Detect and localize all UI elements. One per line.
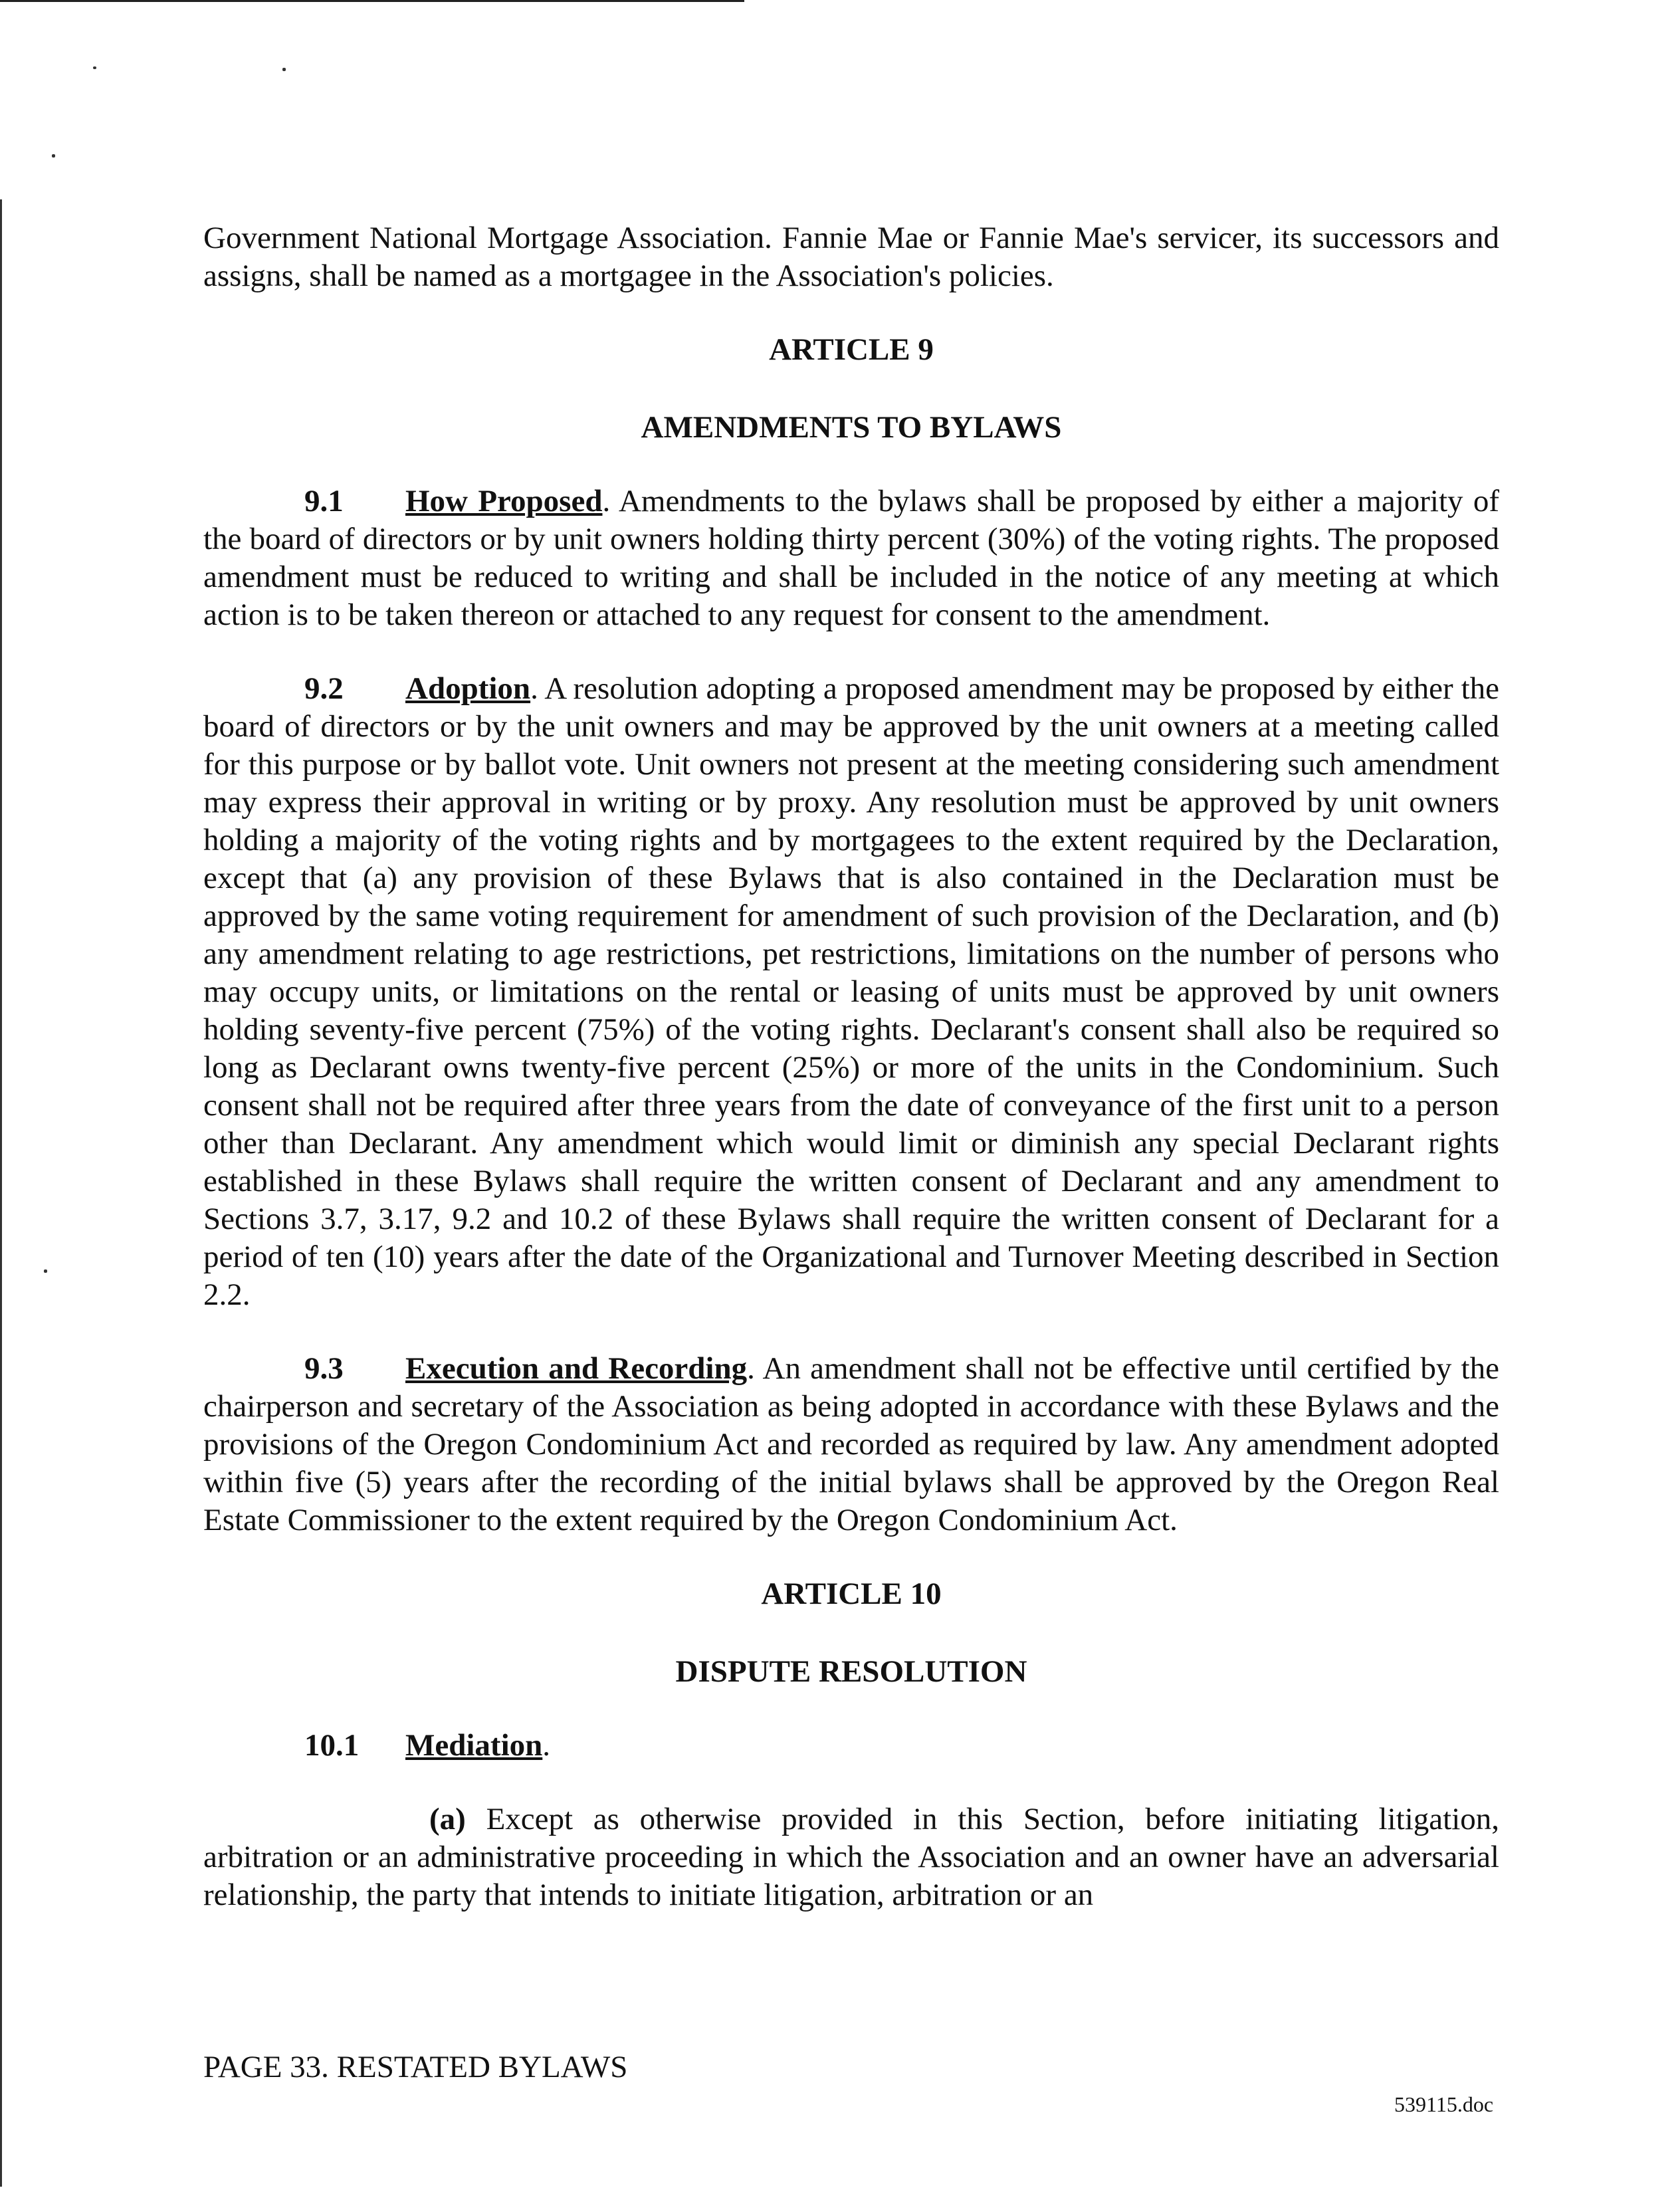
scan-left-edge: [0, 199, 2, 2187]
scan-speck: [52, 154, 55, 158]
section-number: 9.2: [304, 671, 344, 706]
article-9-label: ARTICLE 9: [769, 332, 934, 367]
section-text: A resolution adopting a proposed amendment may be proposed by either the board of directors or by the unit owners and may be approved by the unit owners at a meeting called for this purpose or by ballot vote. Unit owners not present at the meeting considering such amendment may express their approval in writing or by proxy. Any resolution must be approved by unit owners holding a majority of the voting rights and by mortgagees to the extent required by the Declaration, except that (a) any provision of these Bylaws that is also contained in the Declaration must be approved by the same voting requirement for amendment of such provision of the Declaration, and (b) any amendment relating to age restrictions, pet restrictions, limitations on the number of persons who may occupy units, or limitations on the rental or leasing of units must be approved by unit owners holding seventy-five percent (75%) of the voting rights. Declarant's consent shall also be required so long as Declarant owns twenty-five percent (25%) or more of the units in the Condominium. Such consent shall not be required after three years from the date of conveyance of the first unit to a person other than Declarant. Any amendment which would limit or diminish any special Declarant rights established in these Bylaws shall require the written consent of Declarant and any amendment to Sections 3.7, 3.17, 9.2 and 10.2 of these Bylaws shall require the written consent of Declarant for a period of ten (10) years after the date of the Organizational and Turnover Meeting described in Section 2.2.: [203, 671, 1499, 1312]
document-page: [203, 219, 1499, 1914]
article-10-label: ARTICLE 10: [761, 1577, 942, 1611]
section-title: Mediation: [405, 1728, 543, 1763]
subsection-label: (a): [429, 1802, 466, 1836]
section-9-3: 9.3 Execution and Recording. An amendment shall not be effective until certified by the chairperson and secretary of the Association as being adopted in accordance with these Bylaws and the provisions of the Oregon Condominium Act and recorded as required by law. Any amendment adopted within five (5) years after the recording of the initial bylaws shall be approved by the Oregon Real Estate Commissioner to the extent required by the Oregon Condominium Act.: [203, 1351, 1499, 1537]
section-title: Execution and Recording: [405, 1351, 748, 1386]
section-text: An amendment shall not be effective until certified by the chairperson and secretary of the Association as being adopted in accordance with these Bylaws and the provisions of the Oregon Condominium Act and recorded as required by law. Any amendment adopted within five (5) years after the recording of the initial bylaws shall be approved by the Oregon Real Estate Commissioner to the extent required by the Oregon Condominium Act.: [203, 1351, 1499, 1537]
section-number: 10.1: [304, 1728, 360, 1763]
section-9-1: 9.1 How Proposed. Amendments to the bylaws shall be proposed by either a majority of the board of directors or by unit owners holding thirty percent (30%) of the voting rights. The proposed amendment must be reduced to writing and shall be included in the notice of any meeting at which action is to be taken thereon or attached to any request for consent to the amendment.: [203, 484, 1499, 632]
scan-speck: [93, 66, 96, 69]
scan-speck: [44, 1269, 47, 1273]
section-title: Adoption: [405, 671, 531, 706]
section-number: 9.1: [304, 484, 344, 518]
scan-top-edge: [0, 0, 744, 2]
footer-doc-name: 539115.doc: [1394, 2092, 1494, 2116]
subsection-a: [203, 1801, 1499, 1914]
section-10-1: 10.1 Mediation.: [203, 1727, 1499, 1765]
section-9-2: 9.2 Adoption. A resolution adopting a proposed amendment may be proposed by either the board of directors or by the unit owners and may be approved by the unit owners at a meeting called for this purpose or by ballot vote. Unit owners not present at the meeting considering such amendment may express their approval in writing or by proxy. Any resolution must be approved by unit owners holding a majority of the voting rights and by mortgagees to the extent required by the Declaration, except that (a) any provision of these Bylaws that is also contained in the Declaration must be approved by the same voting requirement for amendment of such provision of the Declaration, and (b) any amendment relating to age restrictions, pet restrictions, limitations on the number of persons who may occupy units, or limitations on the rental or leasing of units must be approved by unit owners holding seventy-five percent (75%) of the voting rights. Declarant's consent shall also be required so long as Declarant owns twenty-five percent (25%) or more of the units in the Condominium. Such consent shall not be required after three years from the date of conveyance of the first unit to a person other than Declarant. Any amendment which would limit or diminish any special Declarant rights established in these Bylaws shall require the written consent of Declarant and any amendment to Sections 3.7, 3.17, 9.2 and 10.2 of these Bylaws shall require the written consent of Declarant for a period of ten (10) years after the date of the Organizational and Turnover Meeting described in Section 2.2.: [203, 671, 1499, 1312]
scan-speck: [282, 68, 286, 71]
section-number: 9.3: [304, 1351, 344, 1386]
footer-page-label: PAGE 33. RESTATED BYLAWS: [203, 2050, 628, 2084]
article-10-title: DISPUTE RESOLUTION: [675, 1654, 1027, 1689]
article-9-title: AMENDMENTS TO BYLAWS: [641, 410, 1062, 445]
section-title: How Proposed: [405, 484, 603, 518]
intro-paragraph: Government National Mortgage Association. Fannie Mae or Fannie Mae's servicer, its successors and assigns, shall be named as a mortgagee in the Association's policies.: [203, 221, 1499, 293]
section-text: Amendments to the bylaws shall be proposed by either a majority of the board of directors or by unit owners holding thirty percent (30%) of the voting rights. The proposed amendment must be reduced to writing and shall be included in the notice of any meeting at which action is to be taken thereon or attached to any request for consent to the amendment.: [203, 484, 1499, 632]
subsection-text: Except as otherwise provided in this Section, before initiating litigation, arbitration or an administrative proceeding in which the Association and an owner have an adversarial relationship, the party that intends to initiate litigation, arbitration or an: [203, 1802, 1500, 1912]
